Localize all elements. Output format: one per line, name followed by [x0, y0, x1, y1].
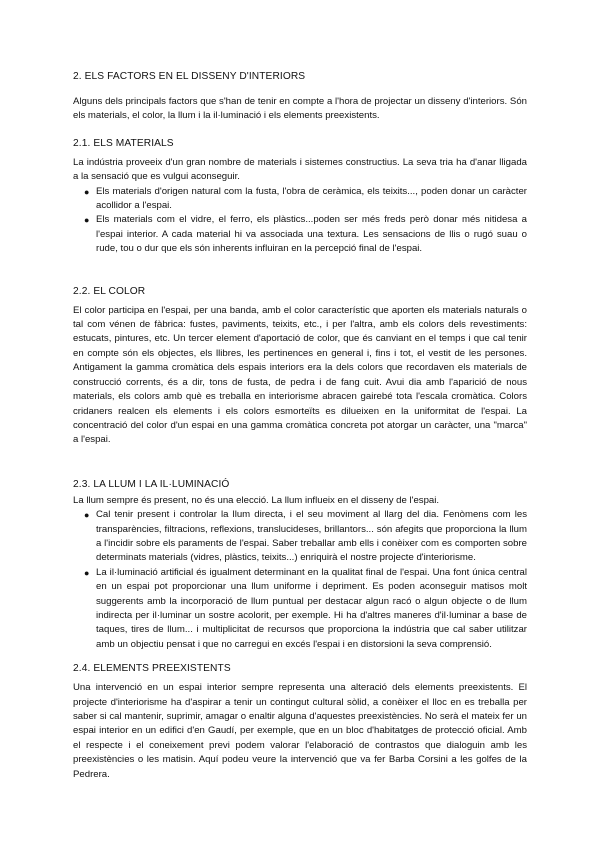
bullet-icon: ● [84, 186, 90, 197]
list-item-text: La il·luminació artificial és igualment determinant en la qualitat final de l'espai. Una font única central en un espai pot proporcionar una llum uniforme i depriment. Es poden aconseguir matisos molt suggerents amb la incorporació de llum puntual per destacar algun racó o algun objecte o de llum indirecta per il·luminar un sostre acolorit, per exemple. Hi ha d'altres maneres d'il·luminar a base de taques, tires de llum... i multiplicitat de recursos que proporciona la indústria que cal saber utilitzar amb un objectiu pensat i que no carregui en excés l'espai i en distorsioni la seva comprensió. [96, 566, 527, 650]
section-heading-light: 2.3. LA LLUM I LA IL·LUMINACIÓ [73, 478, 230, 490]
light-bullet-list [73, 508, 527, 652]
bullet-icon: ● [84, 510, 90, 521]
bullet-icon: ● [84, 215, 90, 226]
list-item [73, 185, 527, 214]
section-heading-preexisting: 2.4. ELEMENTS PREEXISTENTS [73, 663, 231, 675]
list-item-text: Cal tenir present i controlar la llum directa, i el seu moviment al llarg del dia. Fenòmens com les transparències, filtracions, reflexions, translucideses, brillantors... són afegits que proporciona la llum a l'incidir sobre els paraments de l'espai. Saber treballar amb ells i conèixer com es comporten sobre determinats materials (vidres, plàstics, teixits...) enriquirà el nostre projecte d'interiorisme. [96, 509, 527, 564]
materials-bullet-list [73, 185, 527, 257]
list-item-text: Els materials com el vidre, el ferro, els plàstics...poden ser més freds però donar més nitidesa a l'espai interior. A cada material hi va associada una textura. Les sensacions de llis o rugó suau o rude, tou o dur que els són inherents influiran en la percepció final de l'espai. [96, 214, 527, 255]
list-item [73, 566, 527, 652]
section-heading-color: 2.2. EL COLOR [73, 285, 146, 297]
light-paragraph: La llum sempre és present, no és una elecció. La llum influeix en el disseny de l'espai. [73, 494, 440, 506]
materials-paragraph: La indústria proveeix d'un gran nombre de materials i sistemes constructius. La seva tria ha d'anar lligada a la sensació que es vulgui aconseguir. [73, 156, 527, 183]
preexisting-paragraph: Una intervenció en un espai interior sempre representa una alteració dels elements preexistents. El projecte d'interiorisme ha d'aspirar a tenir un contingut cultural sòlid, a conèixer el lloc en es treballa per saber si cal mantenir, suprimir, amagar o enaltir alguna d'aquestes preexistències. No serà el mateix fer un espai interior en un edifici d'en Gaudí, per exemple, que en un bloc d'habitatges de protecció oficial. Amb el respecte i el coneixement previ podem valorar l'elaboració de contrastos que dialoguin amb les preexistències o les matisin. Aquí podeu veure la intervenció que va fer Barba Corsini a les golfes de la Pedrera. [73, 682, 527, 780]
section-heading-factors: 2. ELS FACTORS EN EL DISSENY D'INTERIORS [73, 71, 306, 82]
list-item [73, 213, 527, 256]
color-paragraph: El color participa en l'espai, per una banda, amb el color característic que aporten els materials naturals o tal com vénen de fàbrica: fustes, paviments, teixits, etc., i per l'altra, amb els colors dels revestiments: estucats, pintures, etc. Un tercer element d'aportació de color, que és canviant en el temps i que cal tenir en compte són els objectes, els llibres, les pertinences en general i, fins i tot, el vestit de les persones. Antigament la gamma cromàtica dels espais interiors era la dels colors que recordaven els materials de construcció corrents, és a dir, tons de fusta, de pedra i de fang cuit. Avui dia amb l'aparició de nous materials, els colors amb què es treballa en interiorisme abracen gairebé tota l'escala cromàtica. Colors cridaners realcen els elements i els colors esmorteïts es dilueixen en la uniformitat de l'espai. La concentració del color d'un espai en una gamma cromàtica concreta pot atorgar un caràcter, una "marca" a l'espai. [73, 304, 527, 446]
list-item-text: Els materials d'origen natural com la fusta, l'obra de ceràmica, els teixits..., poden donar un caràcter acollidor a l'espai. [96, 185, 527, 212]
intro-paragraph: Alguns dels principals factors que s'han de tenir en compte a l'hora de projectar un disseny d'interiors. Són els materials, el color, la llum i la il·luminació i els elements preexistents. [73, 96, 527, 122]
bullet-icon: ● [84, 567, 90, 578]
list-item [73, 508, 527, 566]
section-heading-materials: 2.1. ELS MATERIALS [73, 137, 174, 149]
document-content [73, 70, 527, 782]
